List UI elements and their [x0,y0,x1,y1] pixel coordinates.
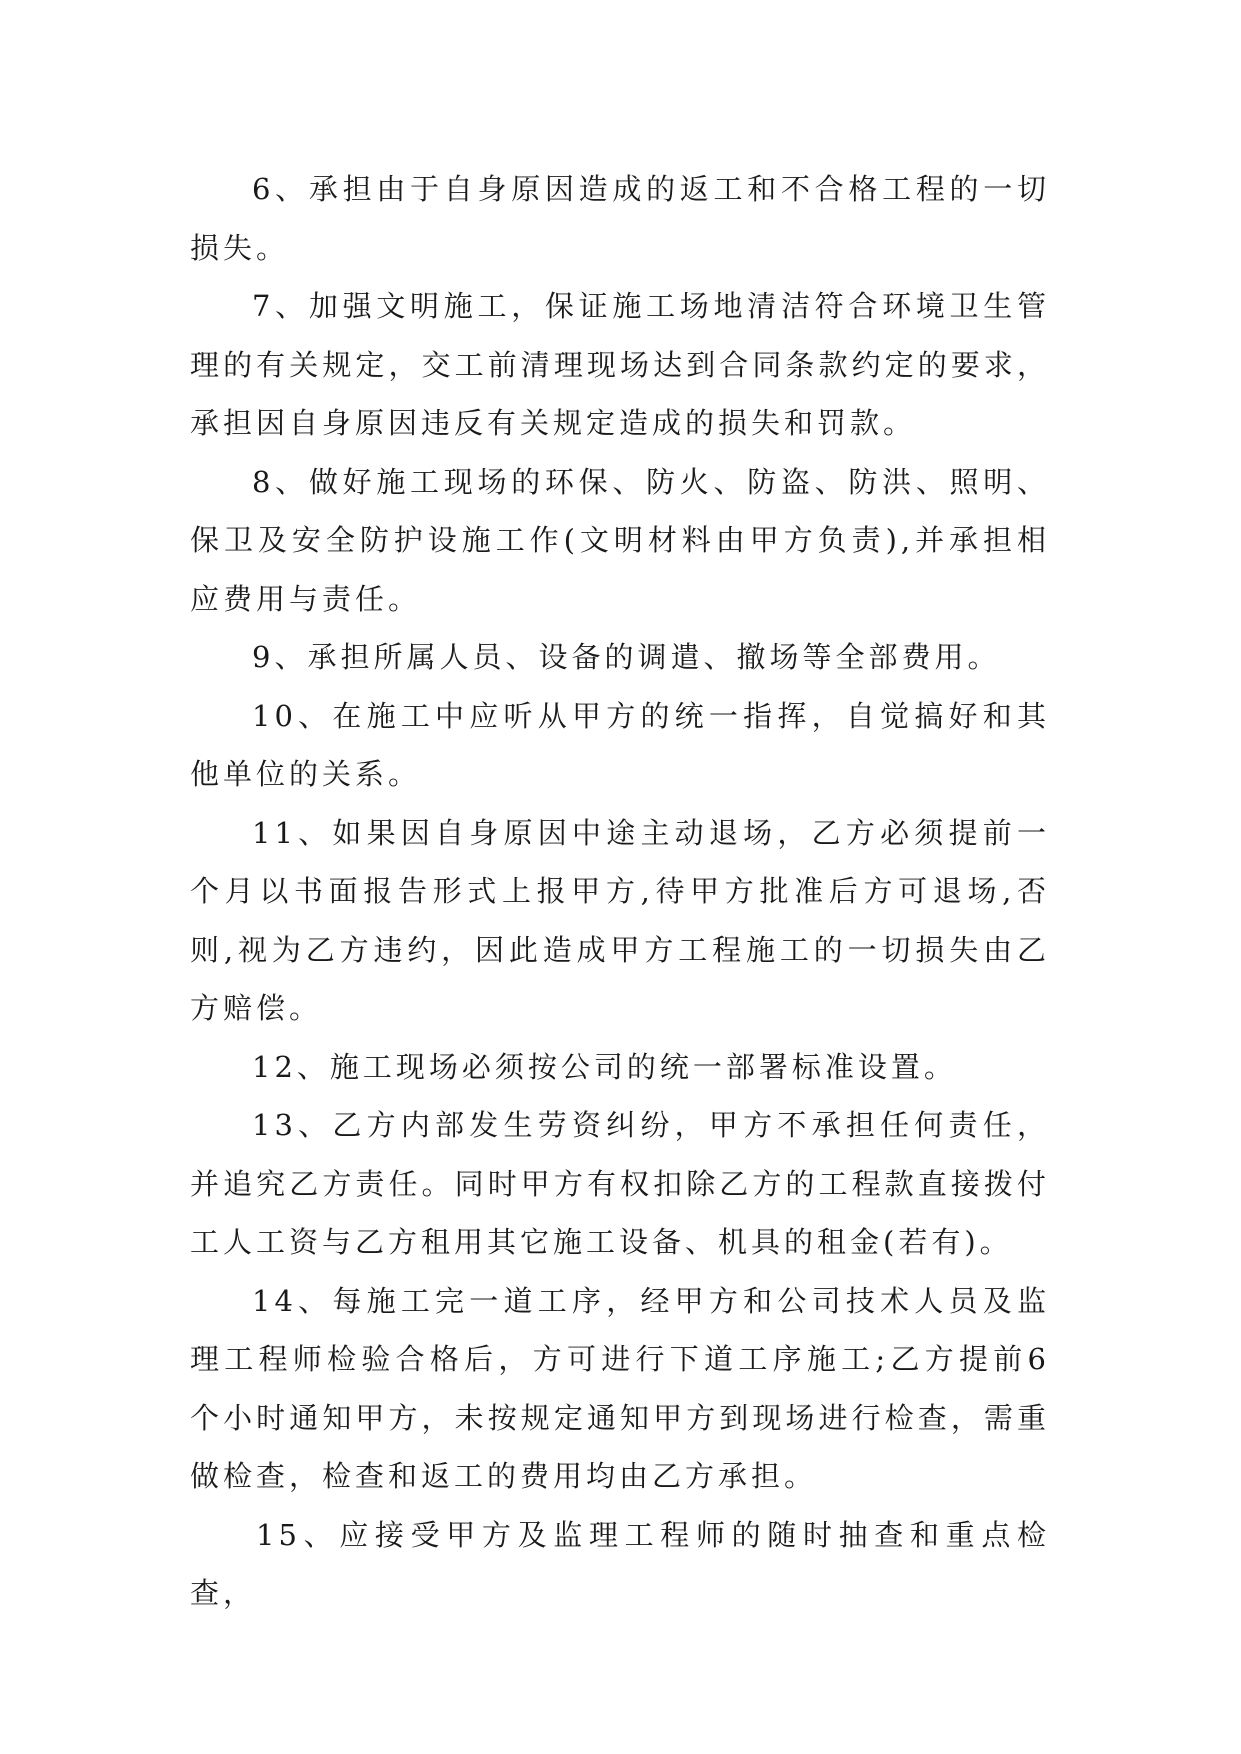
paragraph-item-6: 6、承担由于自身原因造成的返工和不合格工程的一切损失。 [190,172,1050,265]
paragraph-item-9: 9、承担所属人员、设备的调遣、撤场等全部费用。 [252,640,1001,674]
paragraph-item-12: 12、施工现场必须按公司的统一部署标准设置。 [252,1049,957,1084]
paragraph-item-13: 13、乙方内部发生劳资纠纷，甲方不承担任何责任，并追究乙方责任。同时甲方有权扣除乙方的工程款直接拨付工人工资与乙方租用其它施工设备、机具的租金(若有)。 [190,1108,1050,1259]
paragraph-item-7: 7、加强文明施工，保证施工场地清洁符合环境卫生管理的有关规定，交工前清理现场达到合同条款约定的要求，承担因自身原因违反有关规定造成的损失和罚款。 [190,289,1050,440]
paragraph-item-15: 15、应接受甲方及监理工程师的随时抽查和重点检查， [190,1517,1050,1610]
paragraph-item-11: 11、如果因自身原因中途主动退场，乙方必须提前一个月以书面报告形式上报甲方,待甲方批准后方可退场,否则,视为乙方违约，因此造成甲方工程施工的一切损失由乙方赔偿。 [190,815,1050,1025]
paragraph-item-10: 10、在施工中应听从甲方的统一指挥，自觉搞好和其他单位的关系。 [190,698,1050,791]
paragraph-item-8: 8、做好施工现场的环保、防火、防盗、防洪、照明、保卫及安全防护设施工作(文明材料由甲方负责),并承担相应费用与责任。 [190,464,1050,616]
document-body [190,160,1050,1623]
paragraph-item-14: 14、每施工完一道工序，经甲方和公司技术人员及监理工程师检验合格后，方可进行下道工序施工;乙方提前6个小时通知甲方，未按规定通知甲方到现场进行检查，需重做检查，检查和返工的费用均由乙方承担。 [190,1283,1050,1493]
